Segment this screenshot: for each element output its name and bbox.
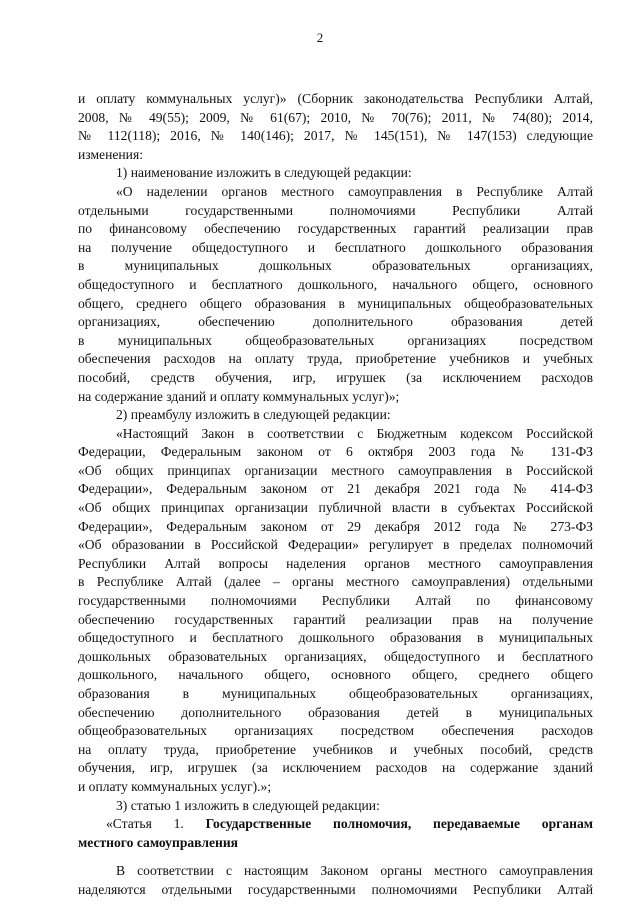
closing-line-2: наделяются отдельными государственными полномочиями Республики Алтай [78, 881, 593, 897]
article-heading-line-1 [78, 815, 593, 834]
amendment-text [78, 90, 593, 815]
text-line-6: «О наделении органов местного самоуправления в Республике Алтай [116, 183, 593, 199]
text-line-3: № 112(118); 2016, № 140(146); 2017, № 145(151), № 147(153) следующие [78, 128, 593, 144]
text-line-12: общего, среднего общего образования в муниципальных общеобразовательных [78, 295, 593, 311]
closing-line-1: В соответствии с настоящим Законом органы местного самоуправления [116, 863, 593, 879]
text-line-9: на получение общедоступного и бесплатного дошкольного образования [78, 239, 593, 255]
text-line-29: обеспечению государственных гарантий реализации прав на получение [78, 611, 593, 627]
text-line-36: на оплату труда, приобретение учебников и учебных пособий, средств [78, 741, 593, 757]
text-line-19: «Настоящий Закон в соответствии с Бюджетным кодексом Российской [116, 425, 593, 441]
text-line-16: пособий, средств обучения, игр, игрушек (за исключением расходов [78, 369, 593, 385]
text-line-8: по финансовому обеспечению государственных гарантий реализации прав [78, 221, 593, 237]
article-title-part-1: Государственные полномочия, передаваемые органам [205, 816, 594, 832]
text-line-24: Федерации», Федеральным законом от 29 декабря 2012 года № 273-ФЗ [78, 518, 593, 534]
text-line-22: Федерации», Федеральным законом от 21 декабря 2021 года № 414-ФЗ [78, 481, 593, 497]
article-heading-line-2: местного самоуправления [78, 834, 239, 850]
article-body-text [78, 862, 593, 899]
text-line-11: общедоступного и бесплатного дошкольного, начального общего, основного [78, 276, 593, 292]
text-line-14: в муниципальных общеобразовательных организациях посредством [78, 332, 593, 348]
text-line-21: «Об общих принципах организации местного самоуправления в Российской [78, 462, 593, 478]
document-body [78, 90, 593, 900]
text-line-28: государственными полномочиями Республики Алтай по финансовому [78, 593, 593, 609]
text-line-37: обучения, игр, игрушек (за исключением расходов на содержание зданий [78, 760, 593, 776]
text-line-39: 3) статью 1 изложить в следующей редакции: [116, 797, 380, 813]
text-line-2: 2008, № 49(55); 2009, № 61(67); 2010, № 70(76); 2011, № 74(80); 2014, [78, 109, 593, 125]
text-line-25: «Об образовании в Российской Федерации» регулирует в пределах полномочий [78, 537, 593, 553]
text-line-18: 2) преамбулу изложить в следующей редакции: [116, 407, 391, 423]
text-line-35: общеобразовательных организациях посредством обеспечения расходов [78, 723, 593, 739]
text-line-38: и оплату коммунальных услуг).»; [78, 778, 272, 794]
text-line-20: Федерации, Федеральным законом от 6 октября 2003 года № 131-ФЗ [78, 444, 593, 460]
text-line-27: в Республике Алтай (далее – органы местного самоуправления) отдельными [78, 574, 593, 590]
text-line-13: организациях, обеспечению дополнительного образования детей [78, 314, 593, 330]
text-line-26: Республики Алтай вопросы наделения органов местного самоуправления [78, 555, 593, 571]
text-line-4: изменения: [78, 146, 143, 162]
article-prefix: «Статья 1. [106, 816, 184, 832]
text-line-5: 1) наименование изложить в следующей редакции: [116, 165, 412, 181]
text-line-10: в муниципальных дошкольных образовательных организациях, [78, 258, 593, 274]
text-line-33: образования в муниципальных общеобразовательных организациях, [78, 686, 593, 701]
text-line-32: дошкольного, начального общего, основного общего, среднего общего [78, 667, 593, 683]
text-line-17: на содержание зданий и оплату коммунальных услуг)»; [78, 388, 400, 404]
text-line-15: обеспечения расходов на оплату труда, приобретение учебников и учебных [78, 351, 593, 367]
text-line-23: «Об общих принципах организации публичной власти в субъектах Российской [78, 500, 593, 516]
paragraph-spacer [78, 852, 593, 862]
text-line-30: общедоступного и бесплатного дошкольного образования в муниципальных [78, 630, 593, 646]
text-line-1: и оплату коммунальных услуг)» (Сборник законодательства Республики Алтай, [78, 91, 593, 106]
page-number: 2 [316, 30, 324, 45]
text-line-31: дошкольных образовательных организациях, общедоступного и бесплатного [78, 648, 593, 664]
text-line-7: отдельными государственными полномочиями Республики Алтай [78, 202, 593, 218]
text-line-34: обеспечению дополнительного образования детей в муниципальных [78, 704, 593, 720]
